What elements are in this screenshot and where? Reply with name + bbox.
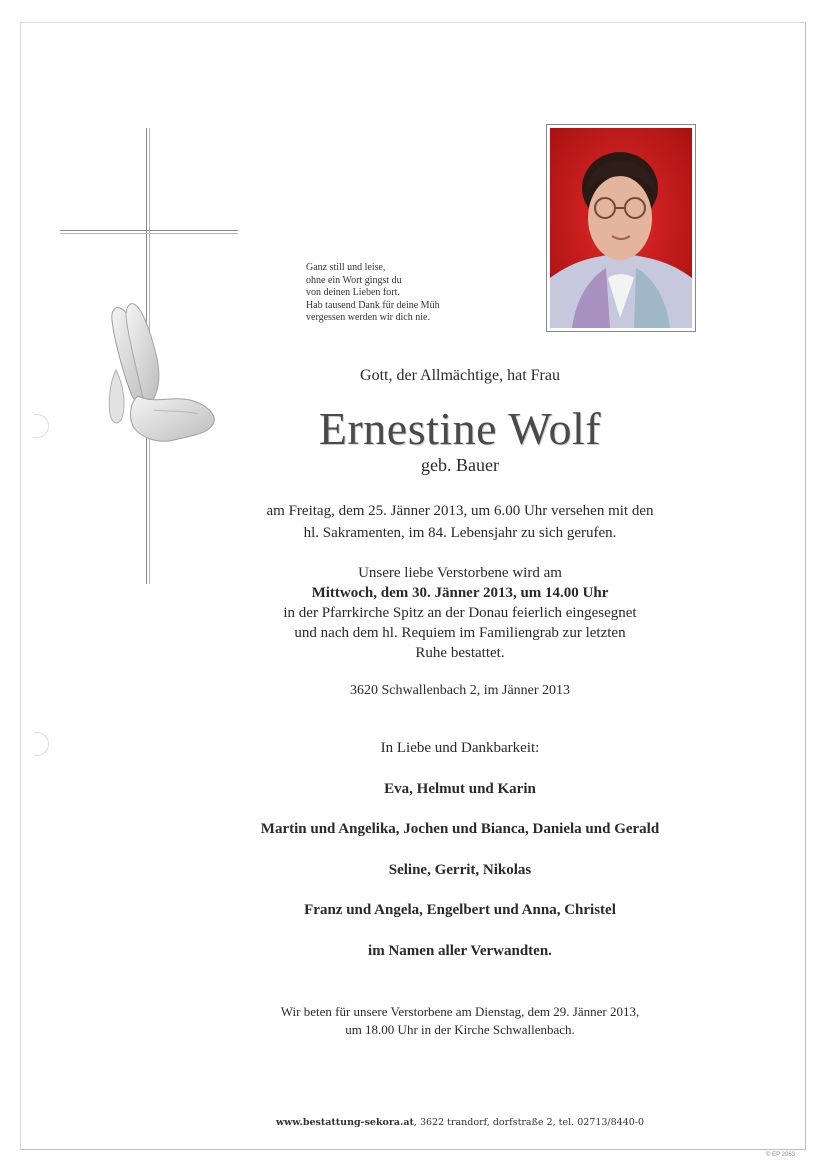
print-code: © EP 2063 — [766, 1152, 795, 1158]
poem-line: ohne ein Wort gingst du — [306, 274, 402, 286]
poem-line: von deinen Lieben fort. — [306, 287, 400, 298]
poem-line: Hab tausend Dank für deine Müh — [306, 299, 440, 311]
poem-line: Ganz still und leise, — [306, 262, 386, 273]
prayer-note-line: Wir beten für unsere Verstorbene am Dienstag, dem 29. Jänner 2013, — [280, 1004, 640, 1019]
prayer-note — [200, 1003, 720, 1039]
service-line: Unsere liebe Verstorbene wird am — [358, 565, 562, 581]
footer-address: , 3622 trandorf, dorfstraße 2, tel. 02713/8440-0 — [413, 1117, 645, 1128]
service-date: Mittwoch, dem 30. Jänner 2013, um 14.00 Uhr — [311, 585, 609, 601]
prayer-note-line: um 18.00 Uhr in der Kirche Schwallenbach. — [345, 1022, 575, 1037]
family-line: Franz und Angela, Engelbert und Anna, Christel — [304, 902, 616, 918]
death-notice-line: hl. Sakramenten, im 84. Lebensjahr zu sich gerufen. — [303, 525, 617, 541]
birth-name: geb. Bauer — [421, 455, 499, 475]
place-date: 3620 Schwallenbach 2, im Jänner 2013 — [349, 683, 571, 698]
footer — [200, 1117, 720, 1128]
family-line: im Namen aller Verwandten. — [368, 943, 552, 959]
family-line: Martin und Angelika, Jochen und Bianca, Daniela und Gerald — [260, 821, 660, 837]
memorial-poem — [306, 262, 536, 325]
portrait-photo — [546, 124, 696, 332]
death-notice — [200, 500, 720, 544]
family-line: Eva, Helmut und Karin — [384, 781, 536, 797]
cross-horizontal-beam — [60, 230, 238, 234]
death-notice-line: am Freitag, dem 25. Jänner 2013, um 6.00 Uhr versehen mit den — [266, 503, 654, 519]
service-line: Ruhe bestattet. — [415, 645, 505, 661]
family-line: Seline, Gerrit, Nikolas — [388, 862, 532, 878]
thanks-line: In Liebe und Dankbarkeit: — [380, 740, 540, 756]
poem-line: vergessen werden wir dich nie. — [306, 312, 430, 323]
service-line: und nach dem hl. Requiem im Familiengrab zur letzten — [294, 625, 626, 641]
portrait-photo-icon — [550, 128, 692, 328]
service-line: in der Pfarrkirche Spitz an der Donau feierlich eingesegnet — [283, 605, 637, 621]
intro-text: Gott, der Allmächtige, hat Frau — [360, 367, 560, 384]
funeral-service — [200, 563, 720, 663]
deceased-name: Ernestine Wolf — [318, 403, 602, 454]
footer-url: www.bestattung-sekora.at — [275, 1117, 414, 1128]
